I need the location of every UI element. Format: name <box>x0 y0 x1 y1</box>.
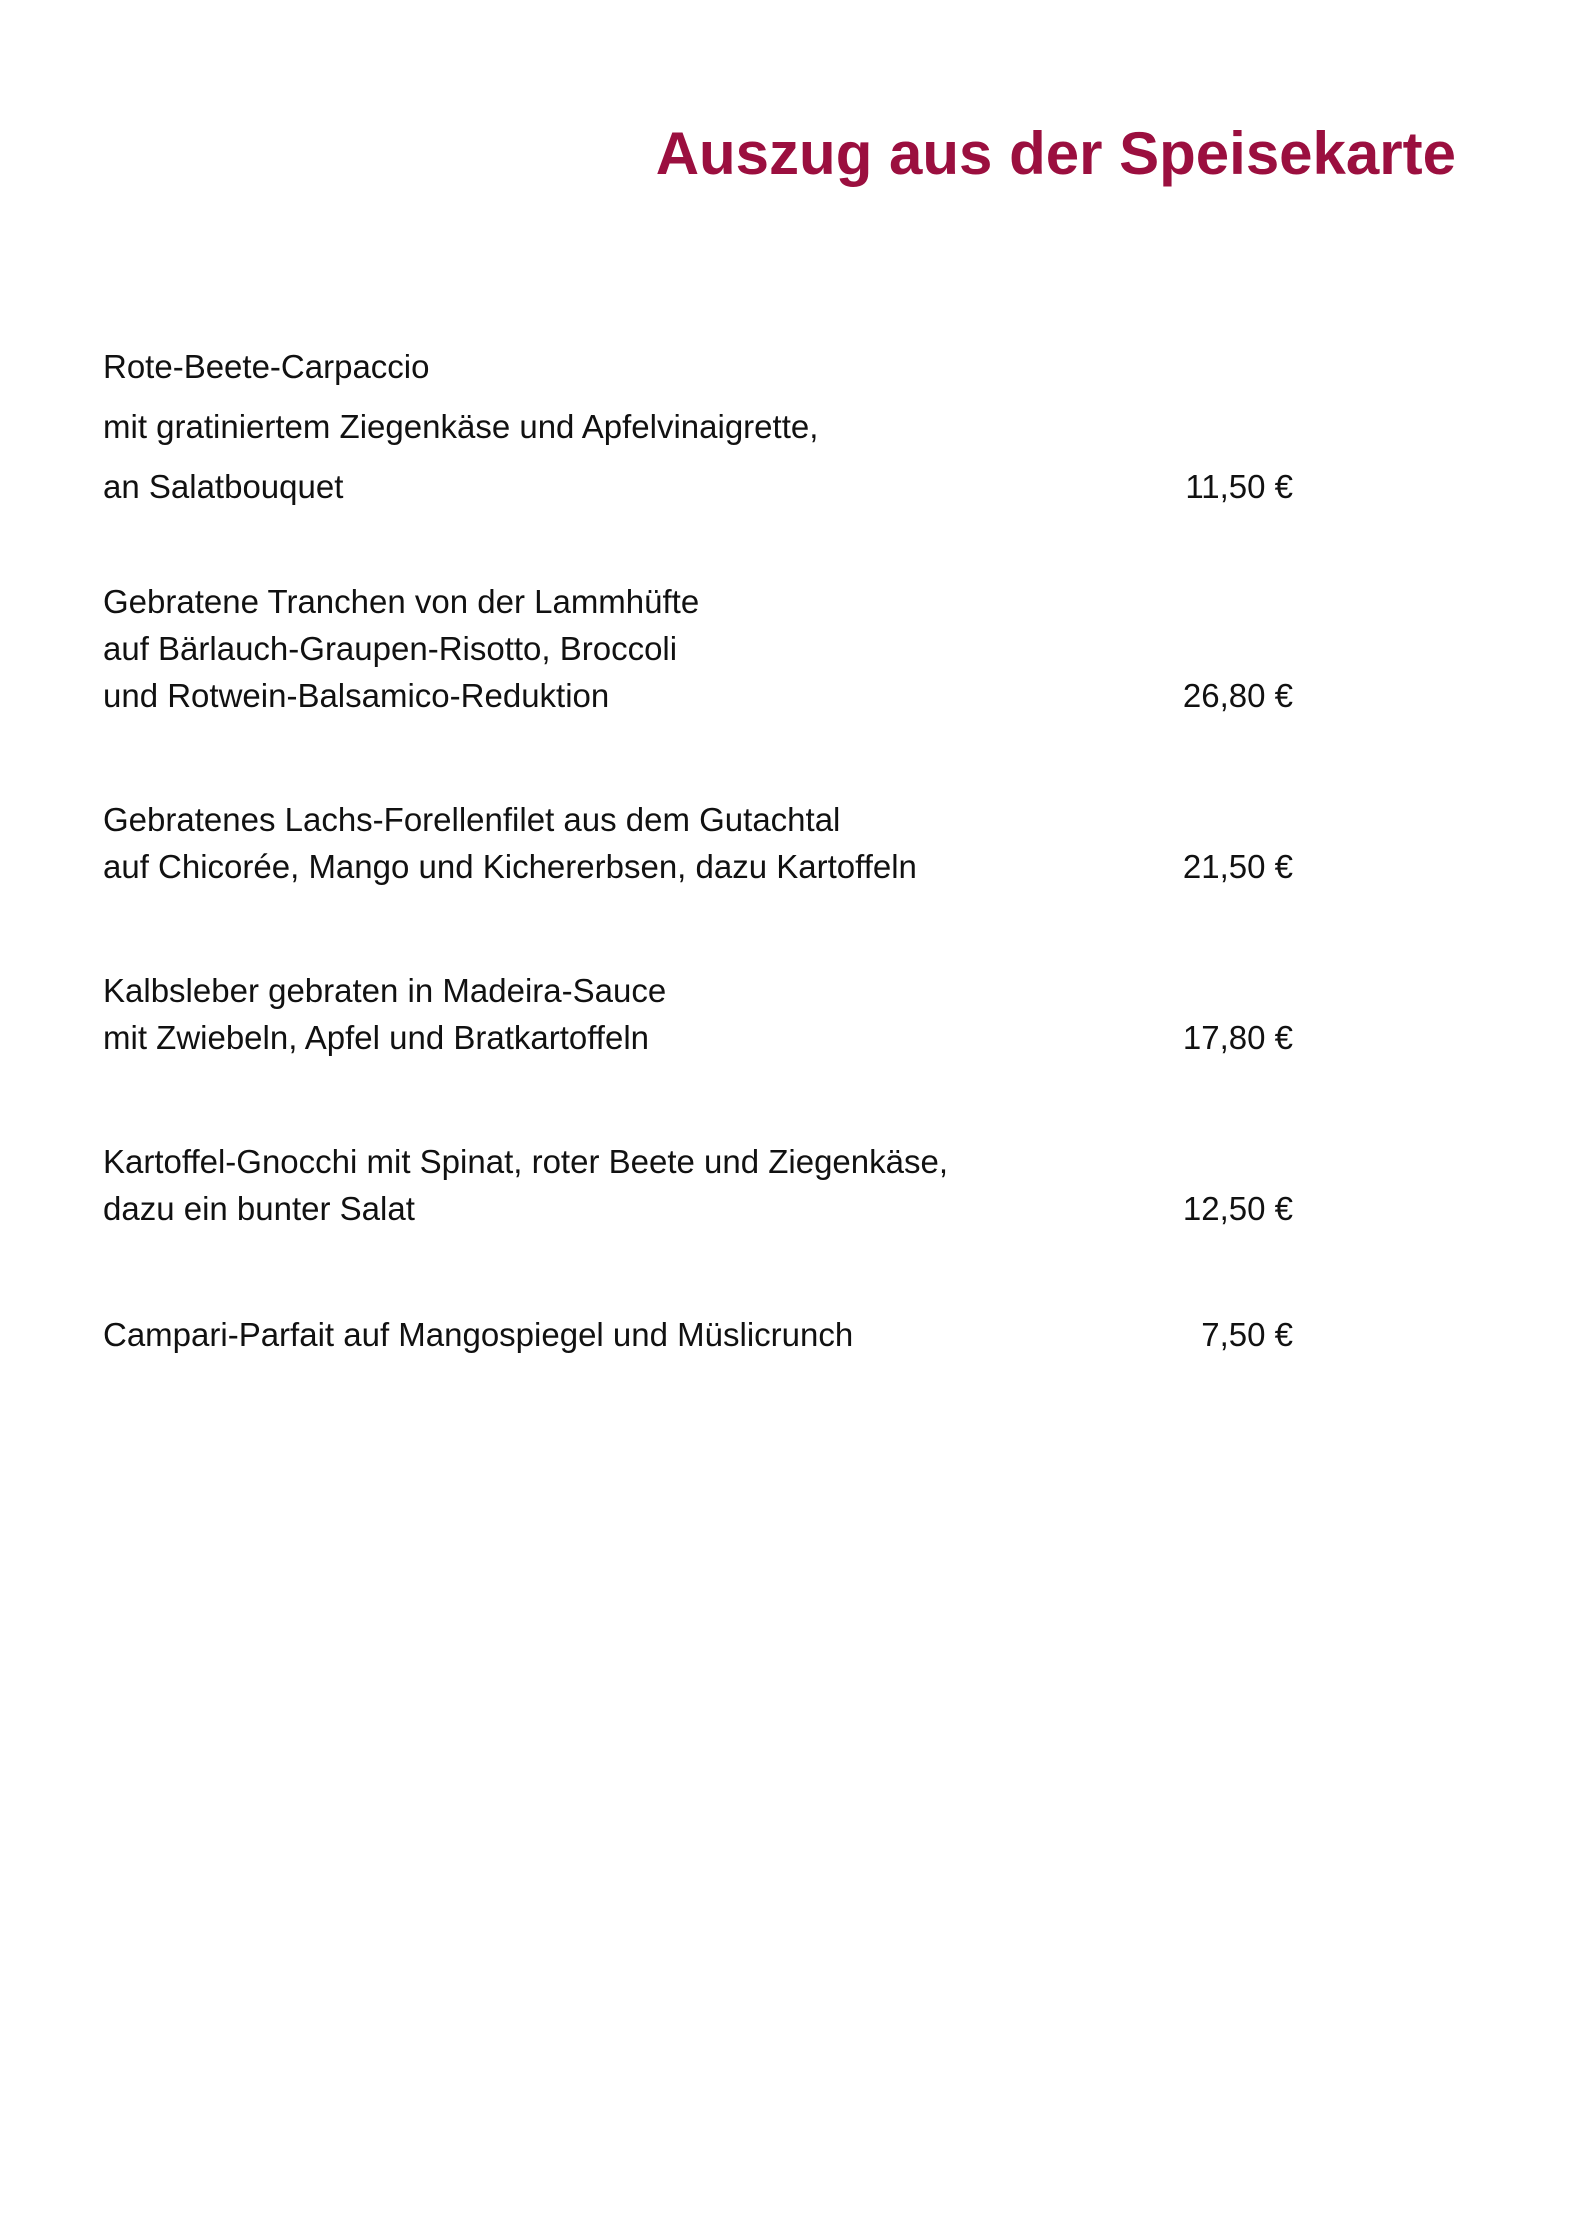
dish-description: auf Chicorée, Mango und Kichererbsen, dazu Kartoffeln <box>103 848 917 885</box>
dish-price: 17,80 € <box>1182 1019 1293 1056</box>
dish-description: mit gratiniertem Ziegenkäse und Apfelvinaigrette, <box>103 408 819 445</box>
dish-name: Gebratene Tranchen von der Lammhüfte <box>103 583 700 620</box>
dish-name: Kalbsleber gebraten in Madeira-Sauce <box>103 972 667 1009</box>
dish-description: auf Bärlauch-Graupen-Risotto, Broccoli <box>103 630 678 667</box>
page-title: Auszug aus der Speisekarte <box>655 120 1456 187</box>
dish-price: 7,50 € <box>1201 1316 1293 1353</box>
dish-price: 11,50 € <box>1185 468 1293 505</box>
menu-item <box>103 967 1293 1061</box>
dish-name: Gebratenes Lachs-Forellenfilet aus dem Gutachtal <box>103 801 841 838</box>
dish-price: 26,80 € <box>1182 677 1293 714</box>
dish-name: Campari-Parfait auf Mangospiegel und Müslicrunch <box>103 1316 854 1353</box>
menu-list <box>103 337 1293 1358</box>
menu-item <box>103 578 1293 719</box>
menu-item <box>103 796 1293 890</box>
dish-description: dazu ein bunter Salat <box>103 1190 415 1227</box>
menu-item <box>103 1138 1293 1232</box>
dish-name: Rote-Beete-Carpaccio <box>103 348 430 385</box>
dish-name: Kartoffel-Gnocchi mit Spinat, roter Beete und Ziegenkäse, <box>103 1143 949 1180</box>
dish-price: 12,50 € <box>1182 1190 1293 1227</box>
menu-item <box>103 337 1293 517</box>
dish-description: und Rotwein-Balsamico-Reduktion <box>103 677 610 714</box>
dish-description: an Salatbouquet <box>103 468 344 505</box>
dish-price: 21,50 € <box>1182 848 1293 885</box>
dish-description: mit Zwiebeln, Apfel und Bratkartoffeln <box>103 1019 650 1056</box>
menu-item <box>103 1311 1293 1358</box>
